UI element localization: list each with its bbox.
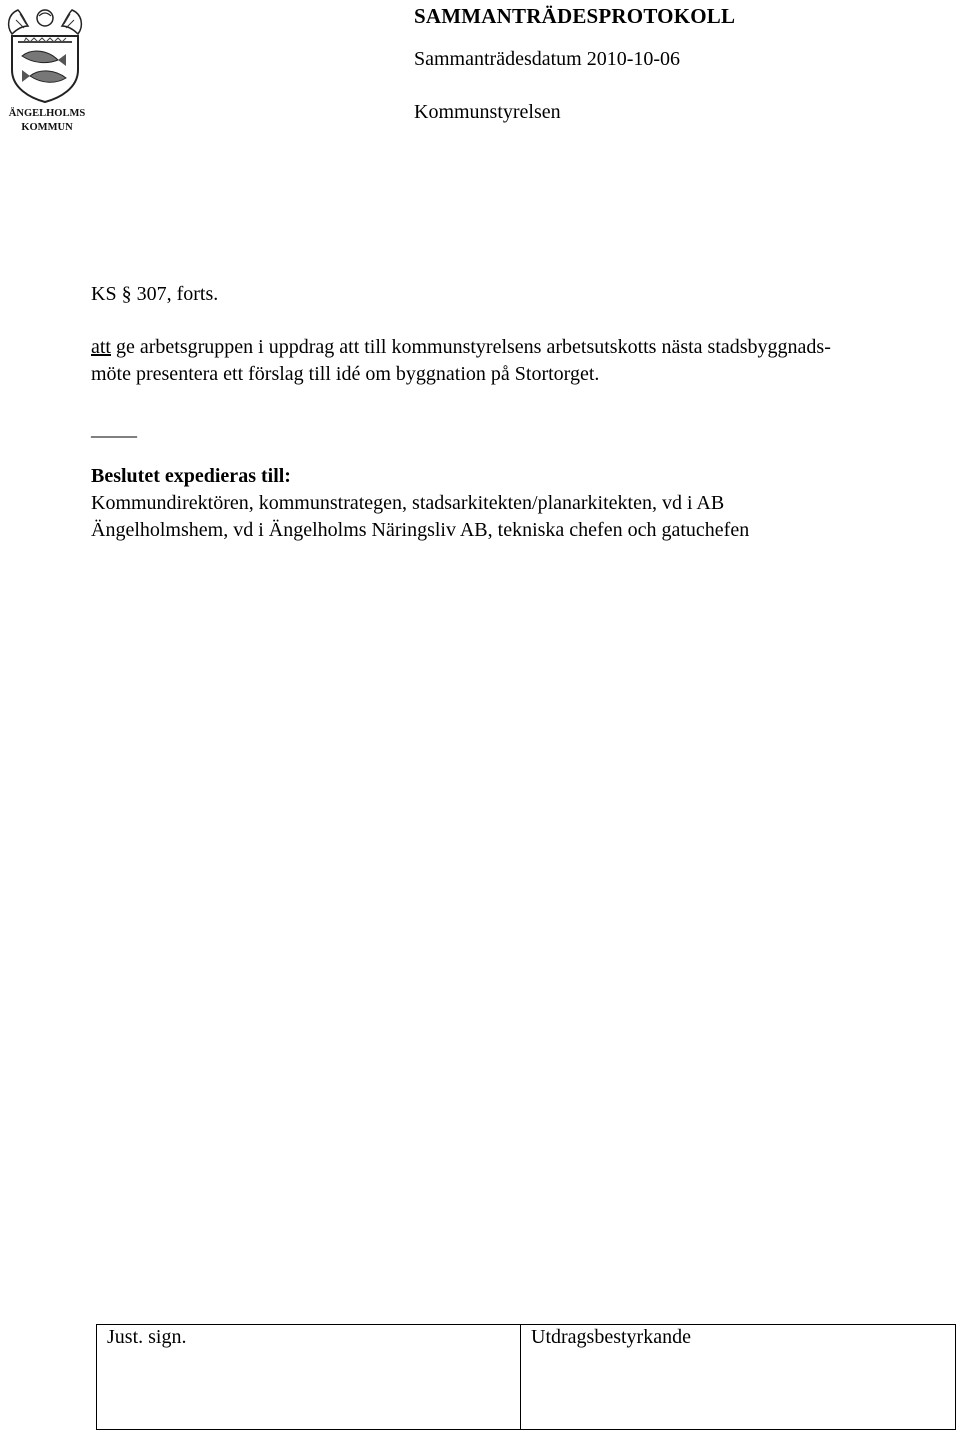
logo-line1: ÄNGELHOLMS — [8, 108, 86, 119]
certification-label: Utdragsbestyrkande — [531, 1326, 691, 1348]
att-keyword: att — [91, 336, 111, 358]
decision-line-1 — [91, 334, 831, 361]
meeting-date: Sammanträdesdatum 2010-10-06 — [414, 48, 681, 70]
logo-line2: KOMMUN — [21, 122, 73, 133]
decision-text-1: ge arbetsgruppen i uppdrag att till kommunstyrelsens arbetsutskotts nästa stadsbyggnads- — [111, 336, 831, 358]
distribution-line-2: Ängelholmshem, vd i Ängelholms Näringsliv AB, tekniska chefen och gatuchefen — [91, 519, 750, 541]
decision-line-2: möte presentera ett förslag till idé om byggnation på Stortorget. — [91, 363, 600, 385]
distribution-heading: Beslutet expedieras till: — [91, 465, 291, 487]
municipality-logo — [4, 4, 86, 134]
separator-line: _____ — [91, 418, 136, 440]
committee-name: Kommunstyrelsen — [414, 101, 561, 123]
signature-box — [96, 1324, 956, 1430]
section-reference: KS § 307, forts. — [91, 283, 219, 305]
just-sign-label: Just. sign. — [107, 1326, 187, 1348]
document-title: SAMMANTRÄDESPROTOKOLL — [414, 4, 736, 28]
coat-of-arms-icon — [4, 4, 86, 104]
just-sign-cell — [97, 1325, 521, 1429]
certification-cell — [521, 1325, 955, 1429]
distribution-line-1: Kommundirektören, kommunstrategen, stadsarkitekten/planarkitekten, vd i AB — [91, 492, 725, 514]
